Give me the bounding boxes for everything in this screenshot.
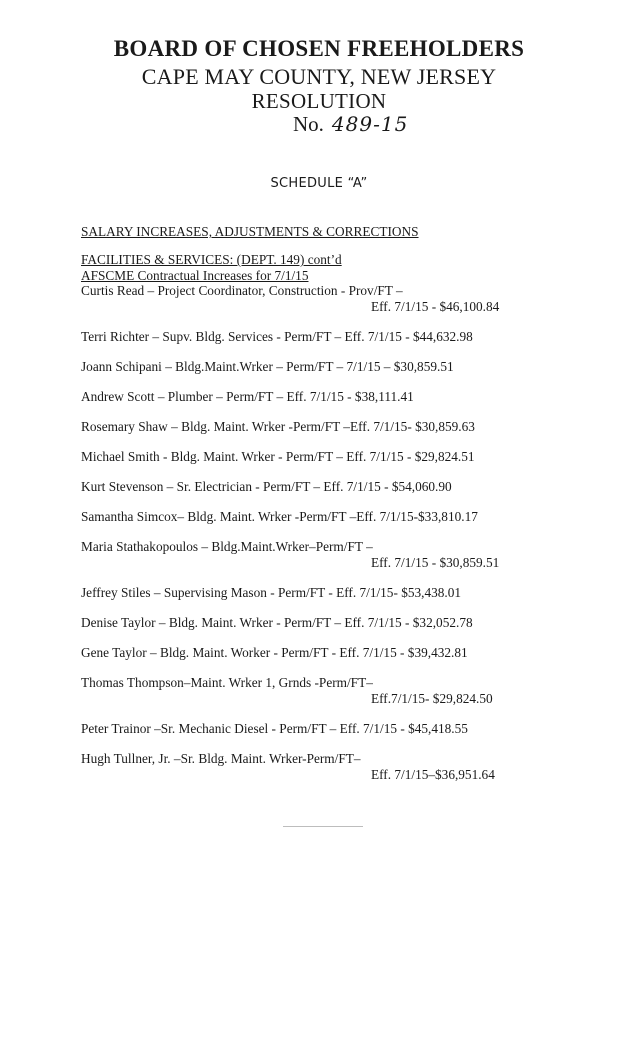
department-heading: FACILITIES & SERVICES: (DEPT. 149) cont’d [81, 252, 342, 267]
resolution-title: RESOLUTION [251, 89, 387, 113]
entry-7-line1: Samantha Simcox– Bldg. Maint. Wrker -Perm/FT –Eff. 7/1/15-$33,810.17 [81, 509, 478, 524]
entry-8-line2: Eff. 7/1/15 - $30,859.51 [371, 555, 500, 570]
entry-13-line1: Peter Trainor –Sr. Mechanic Diesel - Perm/FT – Eff. 7/1/15 - $45,418.55 [81, 721, 468, 736]
entry-10-line1: Denise Taylor – Bldg. Maint. Wrker - Perm/FT – Eff. 7/1/15 - $32,052.78 [81, 615, 473, 630]
entry-5-line1: Michael Smith - Bldg. Maint. Wrker - Perm/FT – Eff. 7/1/15 - $29,824.51 [81, 449, 475, 464]
entry-6-line1: Kurt Stevenson – Sr. Electrician - Perm/FT – Eff. 7/1/15 - $54,060.90 [81, 479, 452, 494]
entry-1-line1: Terri Richter – Supv. Bldg. Services - Perm/FT – Eff. 7/1/15 - $44,632.98 [81, 329, 473, 344]
divider-line [283, 826, 363, 827]
section-title: SALARY INCREASES, ADJUSTMENTS & CORRECTIONS [81, 224, 419, 239]
section-subtitle: AFSCME Contractual Increases for 7/1/15 [81, 268, 309, 283]
schedule-title: SCHEDULE “A” [270, 176, 368, 191]
entry-0-line2: Eff. 7/1/15 - $46,100.84 [371, 299, 500, 314]
entry-14-line1: Hugh Tullner, Jr. –Sr. Bldg. Maint. Wrker-Perm/FT– [81, 751, 361, 766]
resolution-number-handwritten: 489-15 [331, 112, 409, 136]
entry-11-line1: Gene Taylor – Bldg. Maint. Worker - Perm/FT - Eff. 7/1/15 - $39,432.81 [81, 645, 468, 660]
entry-3-line1: Andrew Scott – Plumber – Perm/FT – Eff. 7/1/15 - $38,111.41 [81, 389, 414, 404]
resolution-number [293, 112, 408, 137]
resolution-number-label: No. [293, 112, 324, 136]
entry-12-line2: Eff.7/1/15- $29,824.50 [371, 691, 493, 706]
board-title: BOARD OF CHOSEN FREEHOLDERS [113, 36, 525, 61]
entry-0-line1: Curtis Read – Project Coordinator, Construction - Prov/FT – [81, 283, 403, 298]
entry-12-line1: Thomas Thompson–Maint. Wrker 1, Grnds -Perm/FT– [81, 675, 373, 690]
entry-8-line1: Maria Stathakopoulos – Bldg.Maint.Wrker–Perm/FT – [81, 539, 373, 554]
entry-9-line1: Jeffrey Stiles – Supervising Mason - Perm/FT - Eff. 7/1/15- $53,438.01 [81, 585, 462, 600]
entry-2-line1: Joann Schipani – Bldg.Maint.Wrker – Perm/FT – 7/1/15 – $30,859.51 [81, 359, 454, 374]
entry-4-line1: Rosemary Shaw – Bldg. Maint. Wrker -Perm/FT –Eff. 7/1/15- $30,859.63 [81, 419, 475, 434]
county-title: CAPE MAY COUNTY, NEW JERSEY [141, 64, 497, 89]
entry-14-line2: Eff. 7/1/15–$36,951.64 [371, 767, 495, 782]
